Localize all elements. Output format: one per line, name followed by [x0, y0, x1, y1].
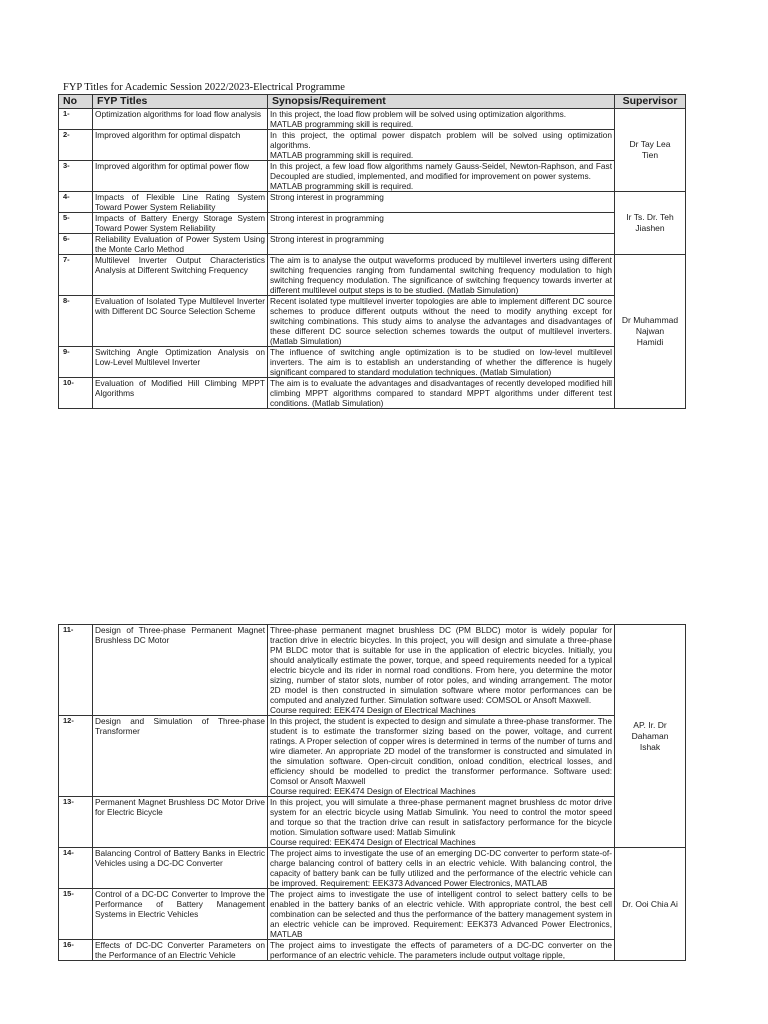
synopsis-requirement: Three-phase permanent magnet brushless DC (PM BLDC) motor is widely popular for traction drive in electric bicycles. In this project, you will design and simulate a three-phase PM BLDC motor that is suitable for use in the application of electric bicycles. Initially, you should analytically estimate the power, torque, and speed requirements needed for a typical electric bicycle and its rider in normal road conditions. From here, you determine the motor sizing, number of stator slots, number of rotor poles, and winding arrangement. The motor 2D model is then constructed in simulation software where motor performances can be computed and analyzed further. Simulation software used: COMSOL or Ansoft Maxwell. Course required: EEK474 Design of Electrical Machines [268, 625, 615, 716]
row-number: 4- [59, 192, 93, 213]
fyp-title: Improved algorithm for optimal power flow [93, 161, 268, 192]
fyp-title: Impacts of Flexible Line Rating System Toward Power System Reliability [93, 192, 268, 213]
header-no: No [59, 95, 93, 109]
row-number: 15- [59, 889, 93, 940]
header-synopsis: Synopsis/Requirement [268, 95, 615, 109]
supervisor-name: Dr. Ooi Chia Ai [622, 898, 678, 909]
synopsis-requirement: The influence of switching angle optimization is to be studied on low-level multilevel inverters. The aim is to establish an understanding of whether the difference is hugely significant compared to standard modulation techniques. (Matlab Simulation) [268, 347, 615, 378]
fyp-table-2 [58, 624, 686, 961]
row-number: 2- [59, 130, 93, 161]
table-row [59, 889, 686, 940]
synopsis-requirement: The aim is to analyse the output waveforms produced by multilevel inverters using different switching frequencies ranging from fundamental switching frequency modulation to high switching frequency modulation. The significance of switching frequency towards inverter at different multilevel output steps is to be studied. (Matlab Simulation) [268, 255, 615, 296]
document-title: FYP Titles for Academic Session 2022/2023-Electrical Programme [63, 82, 345, 93]
row-number: 3- [59, 161, 93, 192]
synopsis-requirement: In this project, the optimal power dispatch problem will be solved using optimization algorithms. MATLAB programming skill is required. [268, 130, 615, 161]
row-number: 11- [59, 625, 93, 716]
synopsis-requirement: In this project, the student is expected to design and simulate a three-phase transformer. The student is to estimate the transformer sizing based on the power, voltage, and current ratings. A Proper selection of copper wires is determined in terms of the number of turns and wire diameter. An appropriate 2D model of the transformer is constructed and simulated in the simulation software. Open-circuit condition, onload condition, electrical losses, and efficiency should be modelled to predict the transformer performance. Software used: Comsol or Ansoft Maxwell Course required: EEK474 Design of Electrical Machines [268, 716, 615, 797]
fyp-title: Control of a DC-DC Converter to Improve the Performance of Battery Management Systems in Electric Vehicles [93, 889, 268, 940]
fyp-title: Reliability Evaluation of Power System Using the Monte Carlo Method [93, 234, 268, 255]
row-number: 1- [59, 109, 93, 130]
fyp-title: Design of Three-phase Permanent Magnet Brushless DC Motor [93, 625, 268, 716]
fyp-title: Design and Simulation of Three-phase Transformer [93, 716, 268, 797]
header-supervisor: Supervisor [615, 95, 686, 109]
fyp-title: Impacts of Battery Energy Storage System Toward Power System Reliability [93, 213, 268, 234]
synopsis-requirement: The project aims to investigate the use of intelligent control to select battery cells to be enabled in the battery banks of an electric vehicle. With appropriate control, the best cell combination can be selected and thus the performance of the battery management system in an electric vehicle can be improved. Requirement: EEK373 Advanced Power Electronics, MATLAB [268, 889, 615, 940]
row-number: 6- [59, 234, 93, 255]
table-row [59, 797, 686, 848]
row-number: 8- [59, 296, 93, 347]
synopsis-requirement: In this project, a few load flow algorithms namely Gauss-Seidel, Newton-Raphson, and Fast Decoupled are studied, implemented, and modified for improvement on power systems. MATLAB programming skill is required. [268, 161, 615, 192]
synopsis-requirement: In this project, you will simulate a three-phase permanent magnet brushless dc motor drive system for an electric bicycle using Matlab Simulink. You need to control the motor speed and torque so that the traction drive can result in satisfactory performance for the bicycle motion. Simulation software used: Matlab Simulink Course required: EEK474 Design of Electrical Machines [268, 797, 615, 848]
header-fyp-titles: FYP Titles [93, 95, 268, 109]
table-row [59, 625, 686, 716]
table-row [59, 848, 686, 889]
row-number: 14- [59, 848, 93, 889]
row-number: 13- [59, 797, 93, 848]
synopsis-requirement: Strong interest in programming [268, 192, 615, 213]
fyp-title: Permanent Magnet Brushless DC Motor Drive for Electric Bicycle [93, 797, 268, 848]
fyp-title: Effects of DC-DC Converter Parameters on the Performance of an Electric Vehicle [93, 940, 268, 961]
synopsis-requirement: The aim is to evaluate the advantages and disadvantages of recently developed modified hill climbing MPPT algorithms compared to standard MPPT algorithms under different test conditions. (Matlab Simulation) [268, 378, 615, 409]
supervisor-cell [615, 848, 686, 961]
table-row [59, 940, 686, 961]
synopsis-requirement: Recent isolated type multilevel inverter topologies are able to implement different DC source schemes to produce different outputs without the need to modify anything except for switching combinations. This study aims to analyse the advantages and disadvantages of these different DC source selection schemes towards the output of multilevel inverters. (Matlab Simulation) [268, 296, 615, 347]
synopsis-requirement: In this project, the load flow problem will be solved using optimization algorithms. MATLAB programming skill is required. [268, 109, 615, 130]
supervisor-cell [615, 625, 686, 848]
supervisor-name: AP. Ir. Dr Dahaman Ishak [631, 719, 669, 752]
fyp-title: Switching Angle Optimization Analysis on Low-Level Multilevel Inverter [93, 347, 268, 378]
supervisor-name: Ir Ts. Dr. Teh Jiashen [626, 212, 674, 233]
fyp-title: Optimization algorithms for load flow analysis [93, 109, 268, 130]
row-number: 7- [59, 255, 93, 296]
synopsis-requirement: Strong interest in programming [268, 213, 615, 234]
row-number: 16- [59, 940, 93, 961]
table-row [59, 716, 686, 797]
fyp-title: Evaluation of Isolated Type Multilevel Inverter with Different DC Source Selection Scheme [93, 296, 268, 347]
fyp-title: Improved algorithm for optimal dispatch [93, 130, 268, 161]
synopsis-requirement: Strong interest in programming [268, 234, 615, 255]
row-number: 5- [59, 213, 93, 234]
fyp-title: Balancing Control of Battery Banks in Electric Vehicles using a DC-DC Converter [93, 848, 268, 889]
fyp-title: Multilevel Inverter Output Characteristics Analysis at Different Switching Frequency [93, 255, 268, 296]
row-number: 9- [59, 347, 93, 378]
row-number: 12- [59, 716, 93, 797]
supervisor-name: Dr Tay Lea Tien [629, 139, 671, 160]
fyp-title: Evaluation of Modified Hill Climbing MPPT Algorithms [93, 378, 268, 409]
synopsis-requirement: The project aims to investigate the effects of parameters of a DC-DC converter on the performance of an electric vehicle. The parameters include output voltage ripple, [268, 940, 615, 961]
row-number: 10- [59, 378, 93, 409]
synopsis-requirement: The project aims to investigate the use of an emerging DC-DC converter to perform state-of-charge balancing control of battery cells in an electric vehicle. With balancing control, the capacity of battery bank can be fully utilized and the performance of the electric vehicle can be improved. Requirement: EEK373 Advanced Power Electronics, MATLAB [268, 848, 615, 889]
supervisor-name: Dr Muhammad Najwan Hamidi [621, 315, 679, 347]
